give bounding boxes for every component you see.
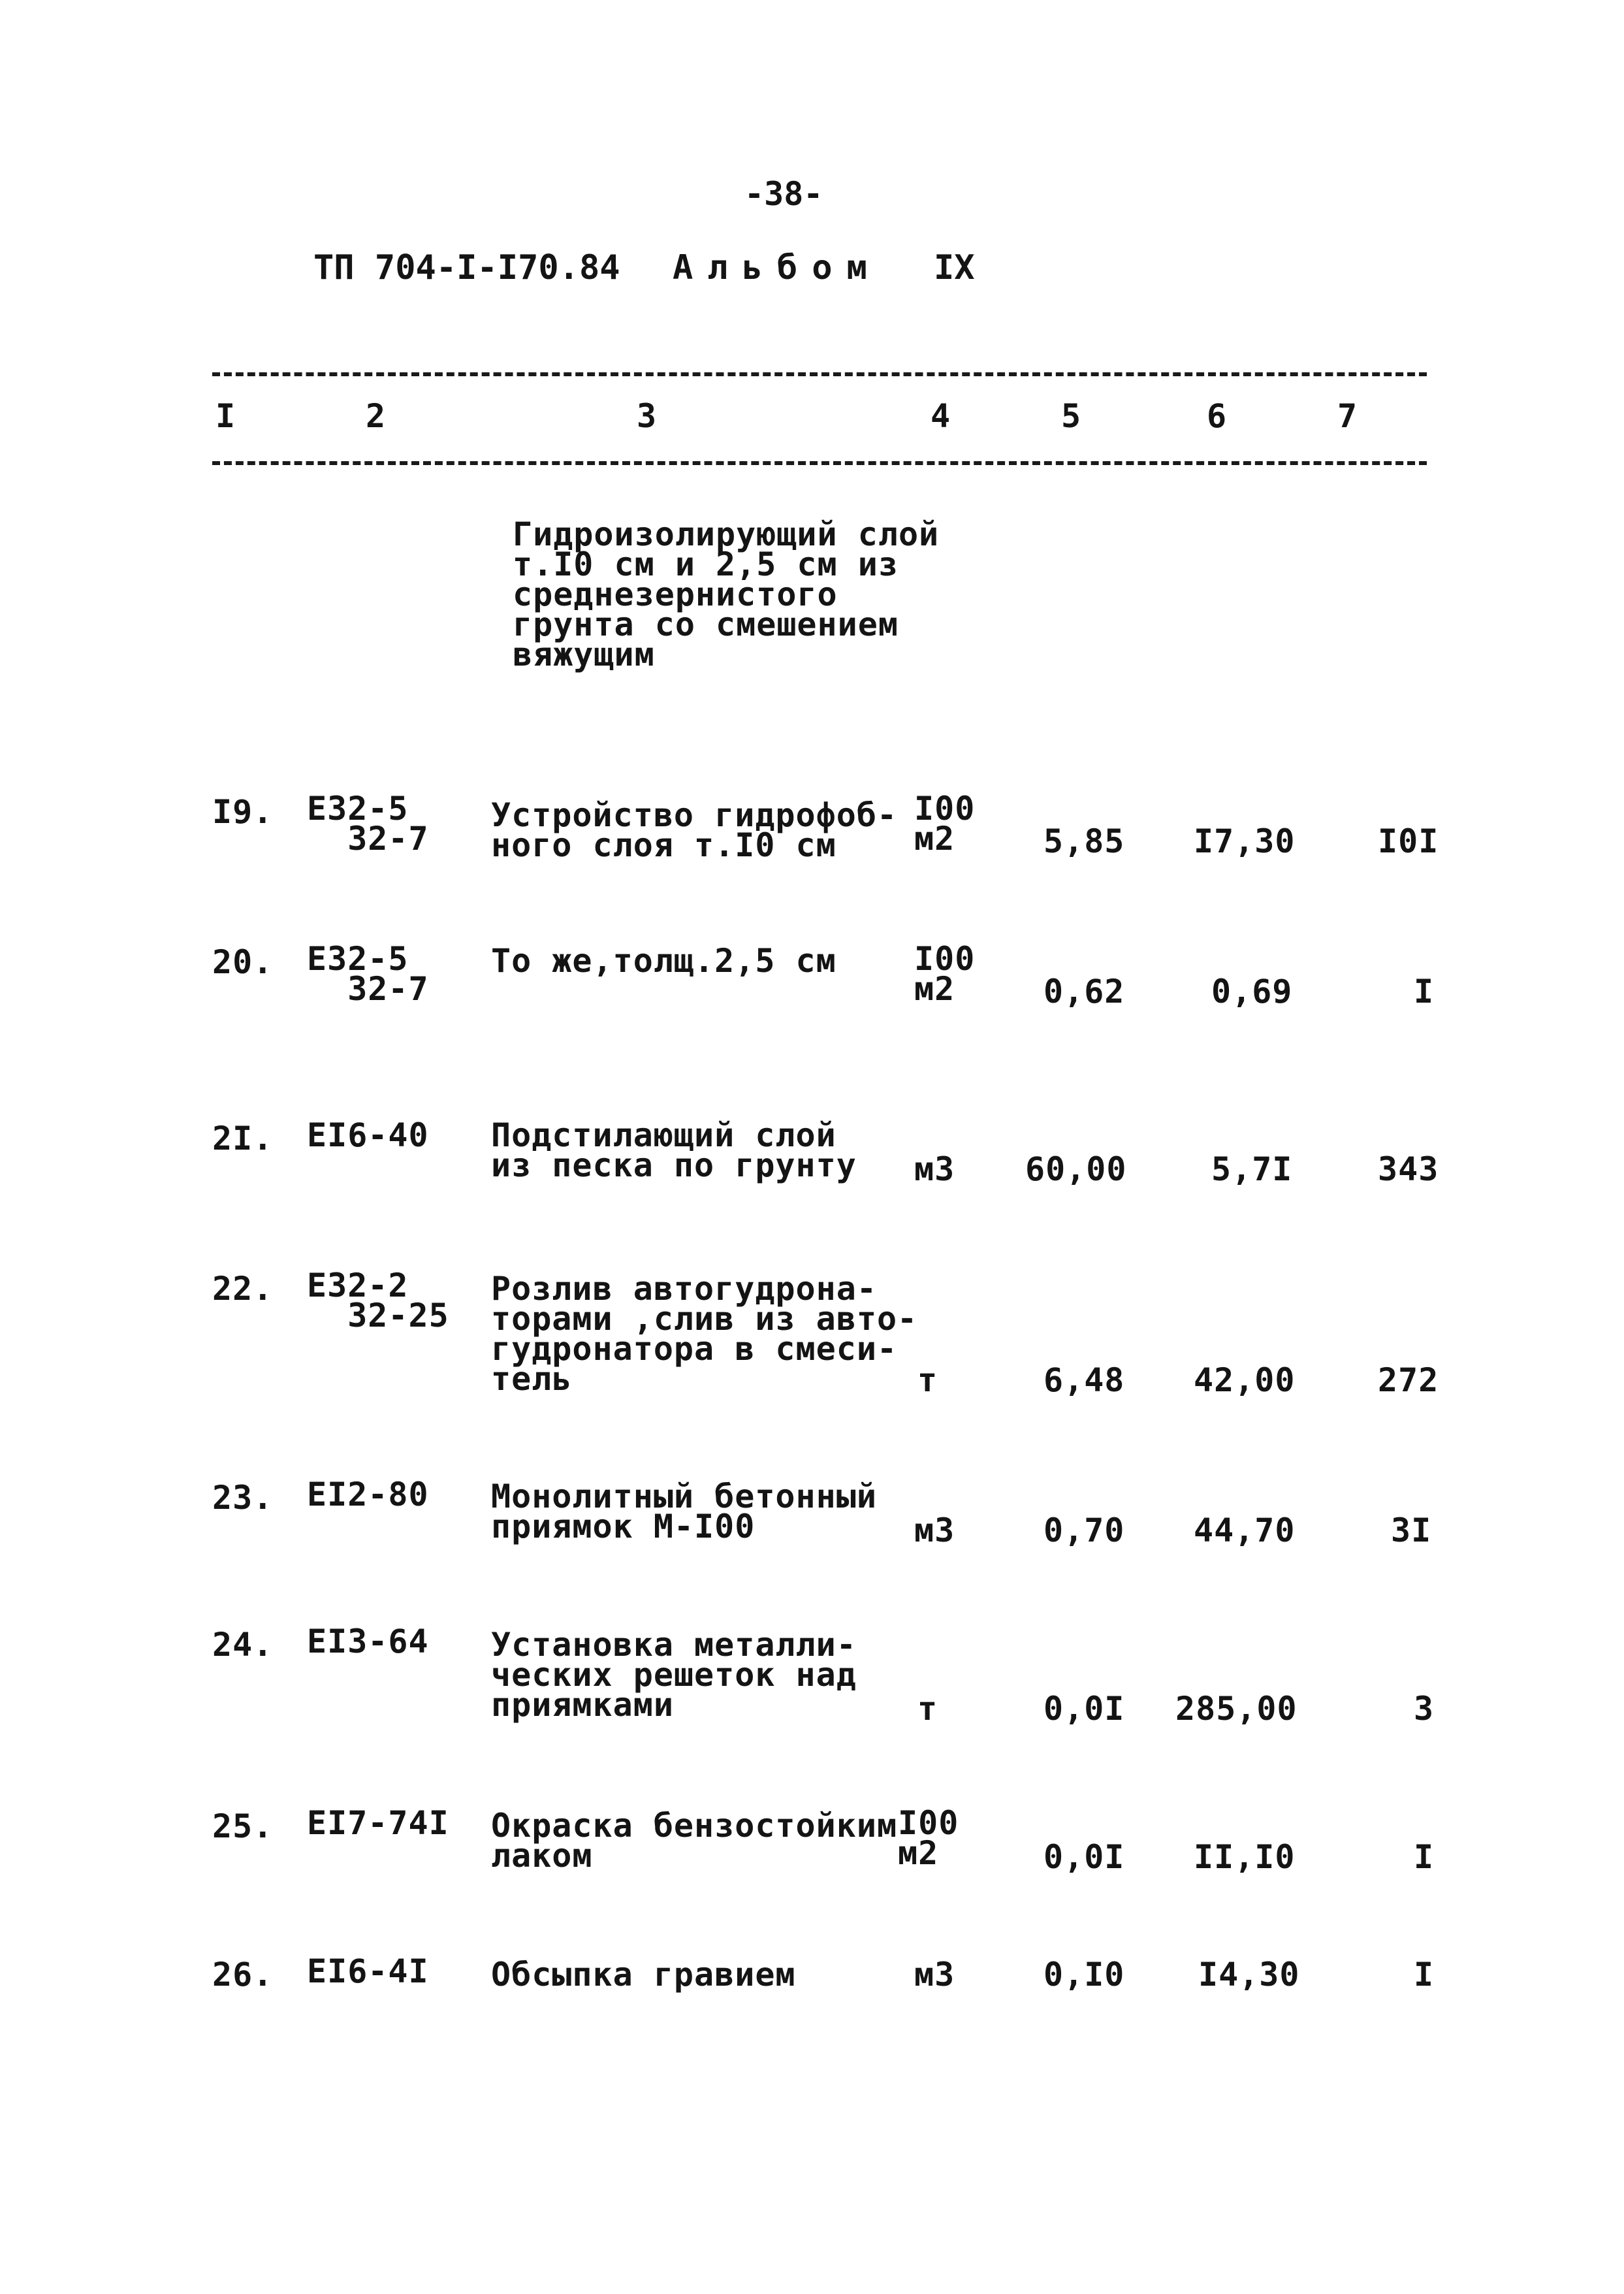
row-quantity: 0,62	[1043, 973, 1125, 1010]
column-header-3: 3	[637, 397, 657, 435]
row-total: I	[1414, 1838, 1435, 1876]
row-unit: I00 м2	[914, 790, 976, 858]
row-unit: т	[917, 1690, 938, 1728]
row-unit: м3	[914, 1956, 955, 1994]
row-description: Розлив автогудрона- торами ,слив из авто- гудронатора в смеси- тель	[491, 1270, 918, 1398]
row-description: То же,толщ.2,5 см	[491, 942, 836, 980]
row-unit: I00 м2	[914, 940, 976, 1008]
row-total: 343	[1378, 1150, 1439, 1188]
row-quantity: 6,48	[1043, 1361, 1125, 1399]
row-description: Обсыпка гравием	[491, 1956, 796, 1994]
row-code: EI3-64	[307, 1623, 429, 1660]
row-unit: I00 м2	[898, 1804, 959, 1872]
row-quantity: 0,I0	[1043, 1956, 1125, 1994]
page-number: -38-	[744, 175, 823, 213]
row-unit: м3	[914, 1511, 955, 1549]
row-number: 20.	[212, 943, 274, 981]
row-code: E32-5 32-7	[307, 790, 429, 858]
column-header-7: 7	[1337, 397, 1358, 435]
row-number: 23.	[212, 1479, 274, 1517]
row-code: EI6-40	[307, 1116, 429, 1154]
row-price: 42,00	[1194, 1361, 1296, 1399]
row-number: I9.	[212, 793, 274, 831]
row-price: I4,30	[1198, 1956, 1300, 1994]
row-code: E32-5 32-7	[307, 940, 429, 1008]
row-price: I7,30	[1194, 822, 1296, 860]
row-code: E32-2 32-25	[307, 1267, 449, 1334]
row-quantity: 0,70	[1043, 1511, 1125, 1549]
row-price: 5,7I	[1211, 1150, 1293, 1188]
row-price: II,I0	[1194, 1838, 1296, 1876]
row-number: 26.	[212, 1956, 274, 1994]
row-code: EI7-74I	[307, 1804, 449, 1842]
row-quantity: 0,0I	[1043, 1838, 1125, 1876]
row-description: Монолитный бетонный приямок М-I00	[491, 1478, 877, 1545]
row-description: Подстилающий слой из песка по грунту	[491, 1116, 857, 1184]
column-header-6: 6	[1207, 397, 1227, 435]
row-price: 285,00	[1175, 1690, 1298, 1728]
row-description: Устройство гидрофоб- ного слоя т.I0 см	[491, 796, 898, 864]
row-unit: т	[917, 1361, 938, 1399]
table-rule-top	[212, 372, 1427, 376]
table-rule-header	[212, 461, 1427, 465]
row-total: 3I	[1391, 1511, 1432, 1549]
row-price: 0,69	[1211, 973, 1293, 1010]
row-total: I0I	[1378, 822, 1439, 860]
column-header-2: 2	[366, 397, 386, 435]
row-price: 44,70	[1194, 1511, 1296, 1549]
column-header-1: I	[215, 397, 236, 435]
album-label: Альбом	[673, 248, 882, 287]
column-header-5: 5	[1061, 397, 1081, 435]
row-number: 24.	[212, 1626, 274, 1664]
row-number: 22.	[212, 1270, 274, 1308]
row-description: Окраска бензостойким лаком	[491, 1807, 898, 1875]
row-description: Установка металли- ческих решеток над приямками	[491, 1626, 857, 1724]
row-quantity: 5,85	[1043, 822, 1125, 860]
row-total: 3	[1414, 1690, 1435, 1728]
row-code: EI2-80	[307, 1476, 429, 1513]
row-code: EI6-4I	[307, 1952, 429, 1990]
row-total: I	[1414, 1956, 1435, 1994]
album-number: IX	[934, 248, 975, 287]
document-code: ТП 704-I-I70.84	[313, 248, 620, 287]
row-number: 25.	[212, 1807, 274, 1845]
section-title: Гидроизолирующий слой т.I0 см и 2,5 см из среднезернистого грунта со смешением вяжущим	[513, 515, 940, 673]
row-total: 272	[1378, 1361, 1439, 1399]
row-number: 2I.	[212, 1120, 274, 1157]
row-quantity: 60,00	[1025, 1150, 1127, 1188]
row-quantity: 0,0I	[1043, 1690, 1125, 1728]
column-header-4: 4	[931, 397, 951, 435]
row-total: I	[1414, 973, 1435, 1010]
row-unit: м3	[914, 1150, 955, 1188]
